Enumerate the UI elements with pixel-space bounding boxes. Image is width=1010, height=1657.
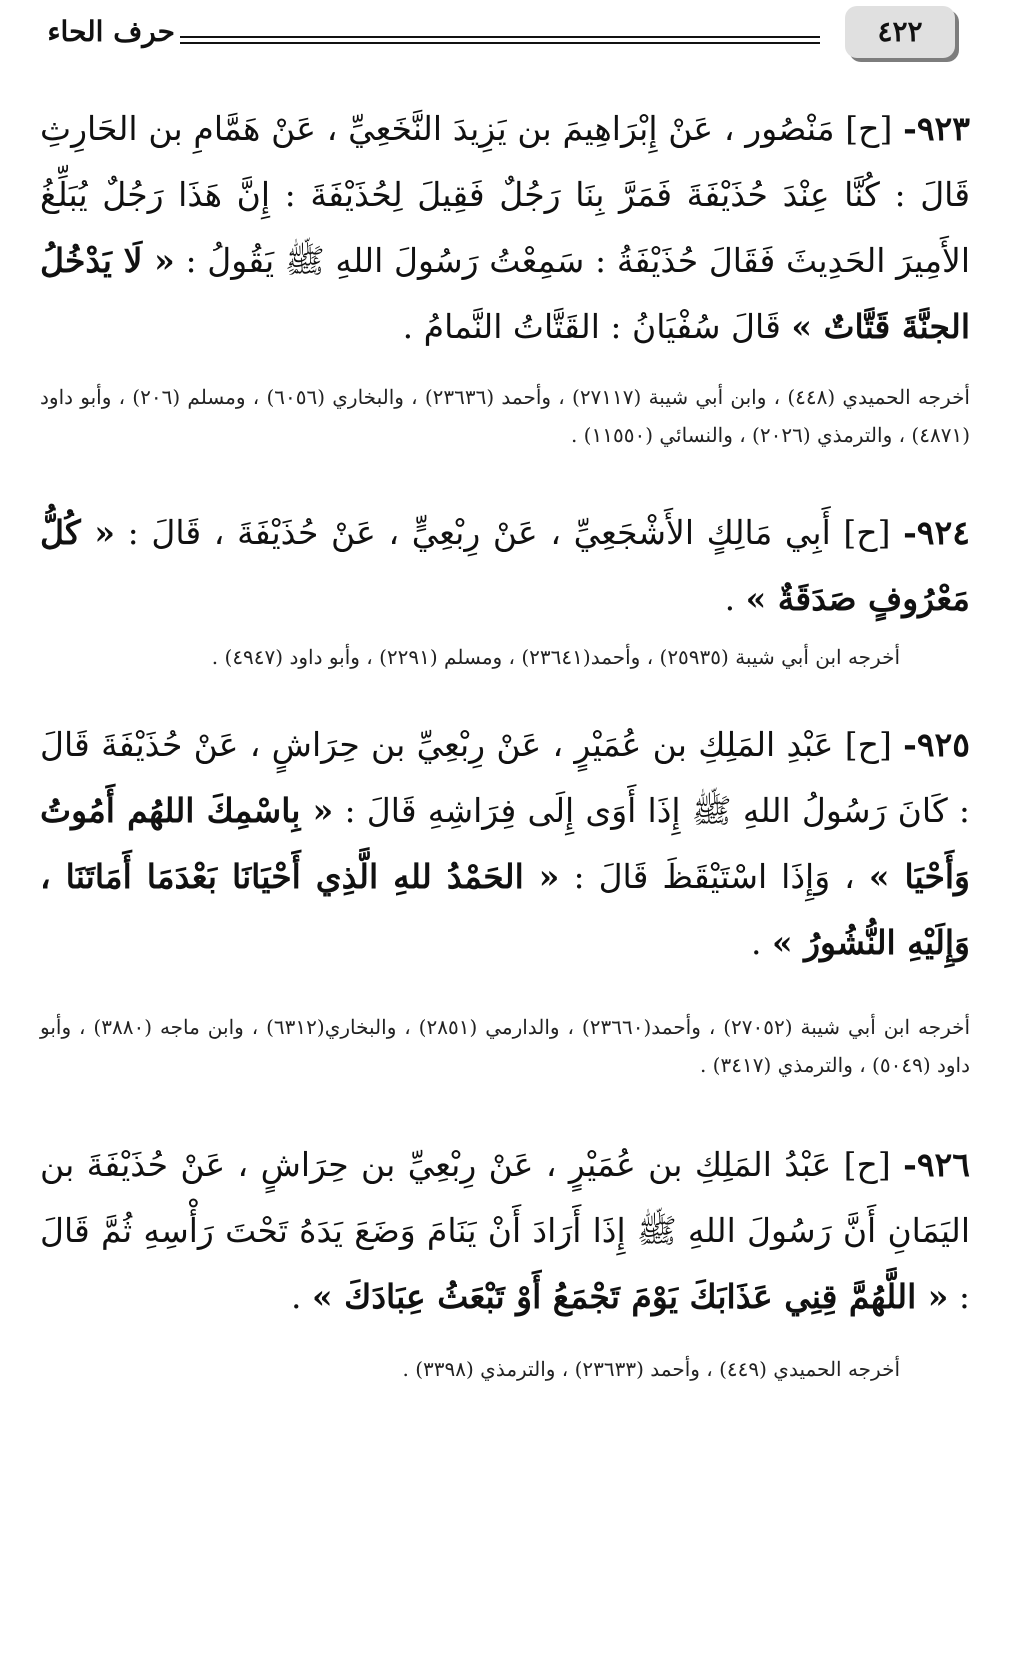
section-title: حرف الحاء: [47, 15, 175, 48]
takhrij-924: أخرجه ابن أبي شيبة (٢٥٩٣٥) ، وأحمد(٢٣٦٤١) ، ومسلم (٢٢٩١) ، وأبو داود (٤٩٤٧) .: [211, 645, 900, 669]
hadith-924: [40, 500, 970, 632]
hadith-text: « بِاسْمِكَ اللهُم أَمُوتُ وَأَحْيَا »: [40, 791, 970, 896]
hadith-number: ٩٢٣-: [903, 109, 970, 148]
hadith-isnad: أَبِي مَالِكٍ الأَشْجَعِيِّ ، عَنْ رِبْعِيٍّ ، عَنْ حُذَيْفَةَ ، قَالَ :: [127, 513, 831, 552]
header-rule: [180, 36, 820, 38]
hadith-925: [40, 712, 970, 976]
hadith-after: .: [291, 1277, 302, 1316]
hadith-after: قَالَ سُفْيَانُ : القَتَّاتُ النَّمامُ .: [402, 307, 781, 346]
hadith-marker: [ح]: [843, 513, 891, 552]
page-number-badge: ٤٢٢: [845, 6, 955, 58]
hadith-number: ٩٢٥-: [903, 725, 970, 764]
hadith-marker: [ح]: [845, 109, 893, 148]
hadith-after: .: [750, 923, 762, 962]
hadith-text: « لَا يَدْخُلُ الجنَّةَ قَتَّاتٌ »: [40, 241, 970, 346]
takhrij-925: أخرجه ابن أبي شيبة (٢٧٠٥٢) ، وأحمد(٢٣٦٦٠) ، والدارمي (٢٨٥١) ، والبخاري(٦٣١٢) ، وابن ماجه (٣٨٨٠) ، وأبو داود (٥٠٤٩) ، والترمذي (٣٤١٧) .: [40, 1015, 971, 1077]
hadith-text: « كُلُّ مَعْرُوفٍ صَدَقَةٌ »: [40, 513, 970, 618]
takhrij-923: أخرجه الحميدي (٤٤٨) ، وابن أبي شيبة (٢٧١١٧) ، وأحمد (٢٣٦٣٦) ، والبخاري (٦٠٥٦) ، ومسلم (٢٠٦) ، وأبو داود (٤٨٧١) ، والترمذي (٢٠٢٦) ، والنسائي (١١٥٥٠) .: [40, 385, 970, 447]
hadith-number: ٩٢٦-: [903, 1145, 970, 1184]
header-rule: [180, 42, 820, 44]
hadith-text-2: « الحَمْدُ للهِ الَّذِي أَحْيَانَا بَعْدَمَا أَمَاتَنَا ، وَإِلَيْهِ النُّشُورُ »: [40, 857, 970, 962]
hadith-isnad: عَبْدُ المَلِكِ بن عُمَيْرٍ ، عَنْ رِبْعِيِّ بن حِرَاشٍ ، عَنْ حُذَيْفَةَ بن اليَمَانِ أَنَّ رَسُولَ اللهِ ﷺ إِذَا أَرَادَ أَنْ يَنَامَ وَضَعَ يَدَهُ تَحْتَ رَأْسِهِ ثُمَّ قَالَ :: [40, 1145, 970, 1316]
hadith-text: « اللَّهُمَّ قِنِي عَذَابَكَ يَوْمَ تَجْمَعُ أَوْ تَبْعَثُ عِبَادَكَ »: [312, 1277, 949, 1316]
hadith-marker: [ح]: [844, 725, 892, 764]
hadith-middle: ، وَإِذَا اسْتَيْقَظَ قَالَ :: [573, 857, 855, 896]
takhrij-926: أخرجه الحميدي (٤٤٩) ، وأحمد (٢٣٦٣٣) ، والترمذي (٣٣٩٨) .: [402, 1357, 900, 1381]
hadith-isnad: عَبْدِ المَلِكِ بن عُمَيْرٍ ، عَنْ رِبْعِيِّ بن حِرَاشٍ ، عَنْ حُذَيْفَةَ قَالَ : كَانَ رَسُولُ اللهِ ﷺ إِذَا أَوَى إِلَى فِرَاشِهِ قَالَ :: [40, 725, 970, 830]
hadith-number: ٩٢٤-: [903, 513, 970, 552]
hadith-926: [40, 1132, 970, 1330]
page-header: [0, 0, 1010, 80]
hadith-after: .: [724, 579, 736, 618]
hadith-923: [40, 96, 970, 360]
hadith-marker: [ح]: [843, 1145, 891, 1184]
hadith-isnad: مَنْصُور ، عَنْ إِبْرَاهِيمَ بن يَزِيدَ النَّخَعِيِّ ، عَنْ هَمَّامِ بن الحَارِثِ قَالَ : كُنَّا عِنْدَ حُذَيْفَةَ فَمَرَّ بِنَا رَجُلٌ فَقِيلَ لِحُذَيْفَةَ : إِنَّ هَذَا رَجُلٌ يُبَلِّغُ الأَمِيرَ الحَدِيثَ فَقَالَ حُذَيْفَةُ : سَمِعْتُ رَسُولَ اللهِ ﷺ يَقُولُ :: [40, 109, 970, 280]
